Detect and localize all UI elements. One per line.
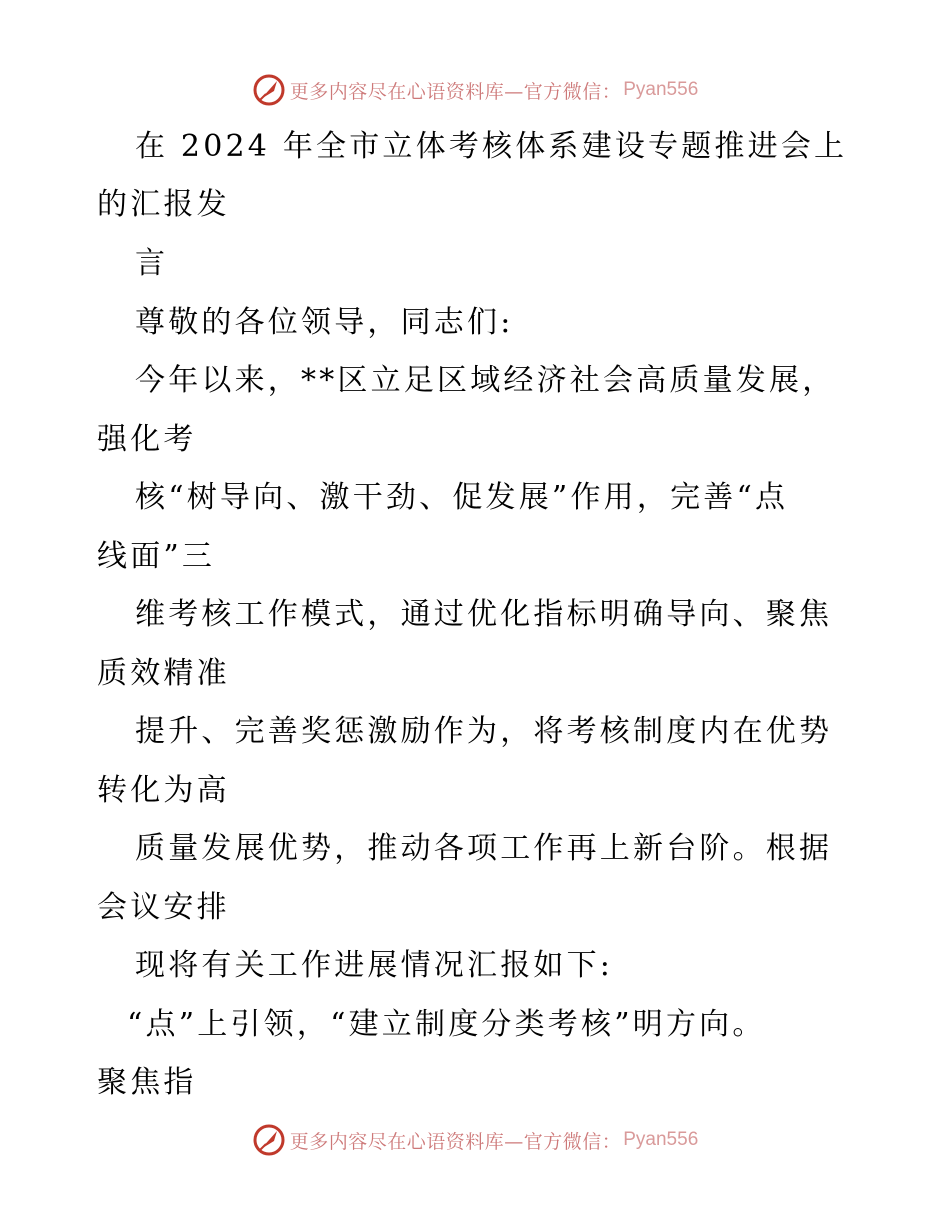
header-banner-text: 更多内容尽在心语资料库—官方微信： [289,80,622,103]
header-banner-id: Pyan556 [623,79,699,100]
header-banner [0,68,950,112]
text-line: 言 [135,246,169,281]
feather-pen-logo-icon [252,1123,286,1157]
text-line: 质效精准 [97,656,230,691]
text-line: 核“树导向、激干劲、促发展”作用，完善“点 [135,480,789,515]
text-line: 今年以来，**区立足区域经济社会高质量发展， [135,363,836,398]
text-line: 尊敬的各位领导，同志们: [135,305,514,340]
footer-banner-id: Pyan556 [623,1129,699,1150]
text-line: 在 2024 年全市立体考核体系建设专题推进会上 [135,129,848,164]
text-line: “点”上引领，“建立制度分类考核”明方向。 [127,1007,766,1042]
footer-banner-text: 更多内容尽在心语资料库—官方微信： [289,1130,622,1153]
text-line: 线面”三 [97,539,216,574]
text-line: 转化为高 [97,773,230,808]
text-line: 强化考 [97,422,197,457]
footer-banner [0,1118,950,1162]
text-line: 的汇报发 [97,187,230,222]
feather-pen-logo-icon [252,73,286,107]
text-line: 质量发展优势，推动各项工作再上新台阶。根据 [135,831,833,866]
text-line: 提升、完善奖惩激励作为，将考核制度内在优势 [135,714,833,749]
text-line: 维考核工作模式，通过优化指标明确导向、聚焦 [135,597,833,632]
text-line: 现将有关工作进展情况汇报如下: [135,948,614,983]
text-line: 聚焦指 [97,1065,197,1100]
text-line: 会议安排 [97,890,230,925]
